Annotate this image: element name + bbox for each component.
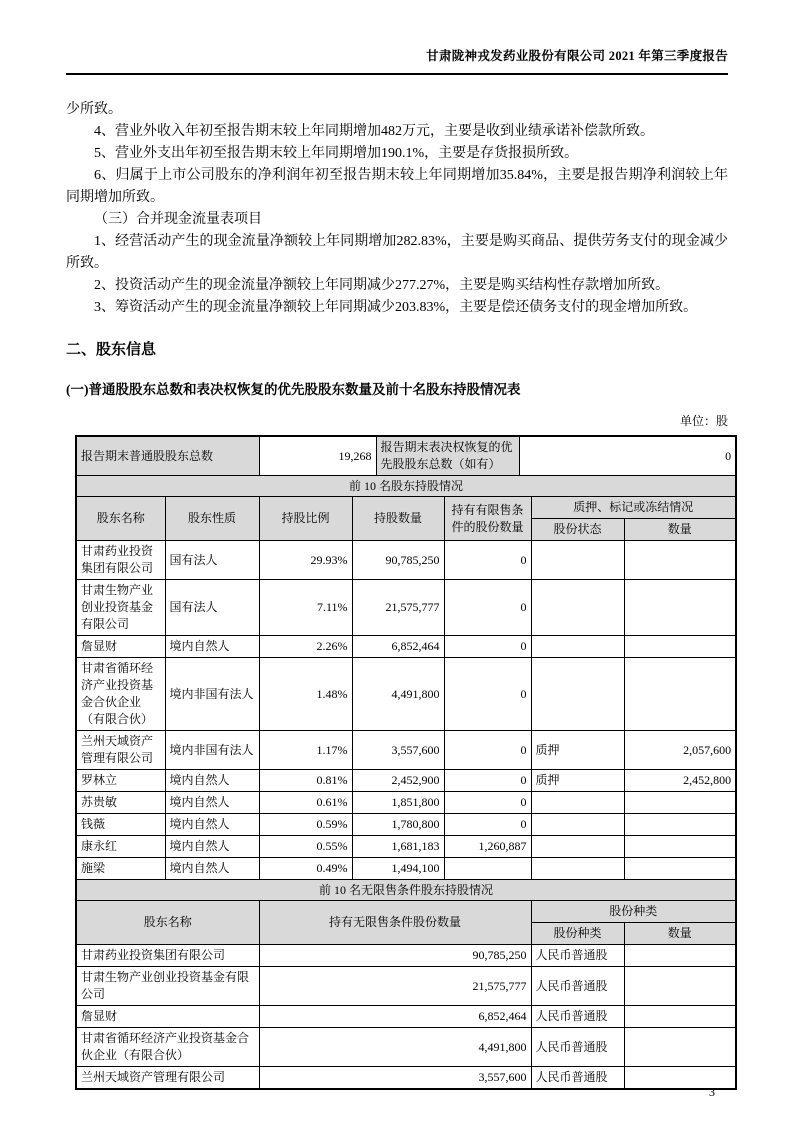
col-header-unrestricted-name: 股东名称 [76, 901, 259, 945]
table-row [76, 1028, 736, 1067]
shareholder-name-cell: 詹显财 [76, 1006, 259, 1028]
share-qty-cell [624, 1006, 736, 1028]
col-header-pledge-group: 质押、标记或冻结情况 [531, 497, 736, 519]
common-holders-value-cell: 19,268 [259, 436, 376, 476]
restricted-shares-cell: 0 [444, 770, 531, 792]
summary-row [76, 436, 736, 476]
body-paragraph-1: 少所致。 [66, 102, 122, 117]
preferred-holders-value-cell: 0 [519, 436, 736, 476]
restricted-shares-cell: 1,260,887 [444, 836, 531, 858]
col-header-name: 股东名称 [76, 497, 165, 541]
col-header-share-type-group: 股份种类 [531, 901, 736, 923]
restricted-shares-cell: 0 [444, 580, 531, 636]
restricted-shares-cell [444, 858, 531, 880]
shareholder-name-cell: 兰州天域资产管理有限公司 [76, 1067, 259, 1090]
shareholder-name-cell: 甘肃省循环经济产业投资基金合伙企业（有限合伙） [76, 658, 165, 731]
share-type-cell: 人民币普通股 [531, 1006, 624, 1028]
ratio-cell: 0.81% [259, 770, 352, 792]
body-paragraph-2: 4、营业外收入年初至报告期末较上年同期增加482万元，主要是收到业绩承诺补偿款所致。 [94, 124, 654, 139]
body-paragraph-5: （三）合并现金流量表项目 [94, 212, 262, 227]
shareholder-name-cell: 甘肃省循环经济产业投资基金合伙企业（有限合伙） [76, 1028, 259, 1067]
top10-header-row-1 [76, 497, 736, 519]
restricted-shares-cell: 0 [444, 541, 531, 580]
pledge-qty-cell [624, 580, 736, 636]
shareholder-name-cell: 苏贵敏 [76, 792, 165, 814]
pledge-qty-cell: 2,057,600 [624, 731, 736, 770]
table-row [76, 636, 736, 658]
ratio-cell: 0.49% [259, 858, 352, 880]
unrestricted-header-row-1 [76, 901, 736, 923]
pledge-qty-cell [624, 814, 736, 836]
share-qty-cell [624, 1028, 736, 1067]
unrestricted-band-title: 前 10 名无限售条件股东持股情况 [76, 880, 736, 901]
pledge-qty-cell [624, 636, 736, 658]
restricted-shares-cell: 0 [444, 636, 531, 658]
unrestricted-shares-cell: 6,852,464 [259, 1006, 531, 1028]
ratio-cell: 29.93% [259, 541, 352, 580]
shareholder-name-cell: 钱薇 [76, 814, 165, 836]
table-row [76, 792, 736, 814]
pledge-qty-cell [624, 836, 736, 858]
unrestricted-shares-cell: 3,557,600 [259, 1067, 531, 1090]
shareholder-nature-cell: 境内自然人 [165, 770, 259, 792]
shares-cell: 1,681,183 [352, 836, 444, 858]
common-holders-label-cell: 报告期末普通股股东总数 [76, 436, 259, 476]
pledge-status-cell [531, 580, 624, 636]
shareholder-table [75, 435, 737, 1090]
shares-cell: 4,491,800 [352, 658, 444, 731]
col-header-unrestricted-shares: 持有无限售条件股份数量 [259, 901, 531, 945]
unrestricted-band-row [76, 880, 736, 901]
shareholder-name-cell: 甘肃药业投资集团有限公司 [76, 541, 165, 580]
report-header-title: 甘肃陇神戎发药业股份有限公司 2021 年第三季度报告 [426, 49, 728, 63]
shareholder-nature-cell: 境内非国有法人 [165, 731, 259, 770]
shareholder-nature-cell: 境内非国有法人 [165, 658, 259, 731]
pledge-status-cell [531, 541, 624, 580]
pledge-qty-cell [624, 658, 736, 731]
pledge-status-cell [531, 658, 624, 731]
shares-cell: 1,851,800 [352, 792, 444, 814]
shareholder-nature-cell: 国有法人 [165, 580, 259, 636]
pledge-qty-cell [624, 792, 736, 814]
shareholder-nature-cell: 境内自然人 [165, 836, 259, 858]
ratio-cell: 1.48% [259, 658, 352, 731]
unrestricted-shares-cell: 4,491,800 [259, 1028, 531, 1067]
table-row [76, 814, 736, 836]
body-paragraph-8: 3、筹资活动产生的现金流量净额较上年同期减少203.83%，主要是偿还债务支付的现金增加所致。 [94, 300, 698, 315]
table-row [76, 945, 736, 967]
body-paragraph-7: 2、投资活动产生的现金流量净额较上年同期减少277.27%，主要是购买结构性存款增加所致。 [94, 278, 670, 293]
shareholder-name-cell: 甘肃生物产业创业投资基金有限公司 [76, 967, 259, 1006]
col-header-pledge-status: 股份状态 [531, 519, 624, 541]
restricted-shares-cell: 0 [444, 731, 531, 770]
table-row [76, 836, 736, 858]
table-row [76, 658, 736, 731]
table-row [76, 858, 736, 880]
pledge-status-cell [531, 836, 624, 858]
section-heading-shareholder-info: 二、股东信息 [66, 342, 157, 358]
pledge-status-cell [531, 814, 624, 836]
shareholder-name-cell: 詹显财 [76, 636, 165, 658]
col-header-ratio: 持股比例 [259, 497, 352, 541]
shareholder-name-cell: 甘肃药业投资集团有限公司 [76, 945, 259, 967]
ratio-cell: 0.61% [259, 792, 352, 814]
ratio-cell: 2.26% [259, 636, 352, 658]
top10-band-title: 前 10 名股东持股情况 [76, 476, 736, 497]
shareholder-nature-cell: 境内自然人 [165, 792, 259, 814]
pledge-qty-cell: 2,452,800 [624, 770, 736, 792]
table-row [76, 731, 736, 770]
table-row [76, 541, 736, 580]
share-qty-cell [624, 967, 736, 1006]
shares-cell: 90,785,250 [352, 541, 444, 580]
restricted-shares-cell: 0 [444, 792, 531, 814]
pledge-qty-cell [624, 858, 736, 880]
shareholder-name-cell: 康永红 [76, 836, 165, 858]
table-row [76, 1006, 736, 1028]
ratio-cell: 1.17% [259, 731, 352, 770]
shareholder-nature-cell: 境内自然人 [165, 636, 259, 658]
body-paragraph-3: 5、营业外支出年初至报告期末较上年同期增加190.1%，主要是存货报损所致。 [94, 146, 579, 161]
unrestricted-shares-cell: 21,575,777 [259, 967, 531, 1006]
col-header-share-type: 股份种类 [531, 923, 624, 945]
restricted-shares-cell: 0 [444, 658, 531, 731]
body-paragraph-4: 6、归属于上市公司股东的净利润年初至报告期末较上年同期增加35.84%，主要是报告期净利润较上年同期增加所致。 [66, 168, 728, 205]
shares-cell: 2,452,900 [352, 770, 444, 792]
col-header-shares: 持股数量 [352, 497, 444, 541]
body-paragraph-6: 1、经营活动产生的现金流量净额较上年同期增加282.83%，主要是购买商品、提供劳务支付的现金减少所致。 [66, 234, 728, 271]
col-header-restricted: 持有有限售条件的股份数量 [444, 497, 531, 541]
restricted-shares-cell: 0 [444, 814, 531, 836]
table-row [76, 580, 736, 636]
share-qty-cell [624, 945, 736, 967]
top10-band-row [76, 476, 736, 497]
share-qty-cell [624, 1067, 736, 1090]
ratio-cell: 7.11% [259, 580, 352, 636]
shareholder-nature-cell: 境内自然人 [165, 858, 259, 880]
body-text-block [66, 99, 728, 319]
col-header-pledge-qty: 数量 [624, 519, 736, 541]
unit-label: 单位：股 [679, 414, 728, 428]
shares-cell: 1,494,100 [352, 858, 444, 880]
shareholder-name-cell: 罗林立 [76, 770, 165, 792]
shares-cell: 1,780,800 [352, 814, 444, 836]
shares-cell: 3,557,600 [352, 731, 444, 770]
share-type-cell: 人民币普通股 [531, 1028, 624, 1067]
report-header [66, 46, 728, 75]
share-type-cell: 人民币普通股 [531, 1067, 624, 1090]
ratio-cell: 0.55% [259, 836, 352, 858]
shareholder-nature-cell: 国有法人 [165, 541, 259, 580]
col-header-share-qty: 数量 [624, 923, 736, 945]
pledge-status-cell [531, 858, 624, 880]
subsection-heading-top10-table: (一)普通股股东总数和表决权恢复的优先股股东数量及前十名股东持股情况表 [66, 382, 521, 397]
share-type-cell: 人民币普通股 [531, 945, 624, 967]
shares-cell: 21,575,777 [352, 580, 444, 636]
table-row [76, 770, 736, 792]
pledge-status-cell: 质押 [531, 731, 624, 770]
table-row [76, 967, 736, 1006]
col-header-nature: 股东性质 [165, 497, 259, 541]
pledge-status-cell: 质押 [531, 770, 624, 792]
unrestricted-shares-cell: 90,785,250 [259, 945, 531, 967]
pledge-status-cell [531, 792, 624, 814]
preferred-holders-label-cell: 报告期末表决权恢复的优先股股东总数（如有） [376, 436, 519, 476]
ratio-cell: 0.59% [259, 814, 352, 836]
shareholder-name-cell: 施梁 [76, 858, 165, 880]
share-type-cell: 人民币普通股 [531, 967, 624, 1006]
shareholder-name-cell: 甘肃生物产业创业投资基金有限公司 [76, 580, 165, 636]
pledge-qty-cell [624, 541, 736, 580]
shares-cell: 6,852,464 [352, 636, 444, 658]
table-row [76, 1067, 736, 1090]
shareholder-name-cell: 兰州天域资产管理有限公司 [76, 731, 165, 770]
pledge-status-cell [531, 636, 624, 658]
page-number: 3 [709, 1085, 715, 1099]
shareholder-nature-cell: 境内自然人 [165, 814, 259, 836]
